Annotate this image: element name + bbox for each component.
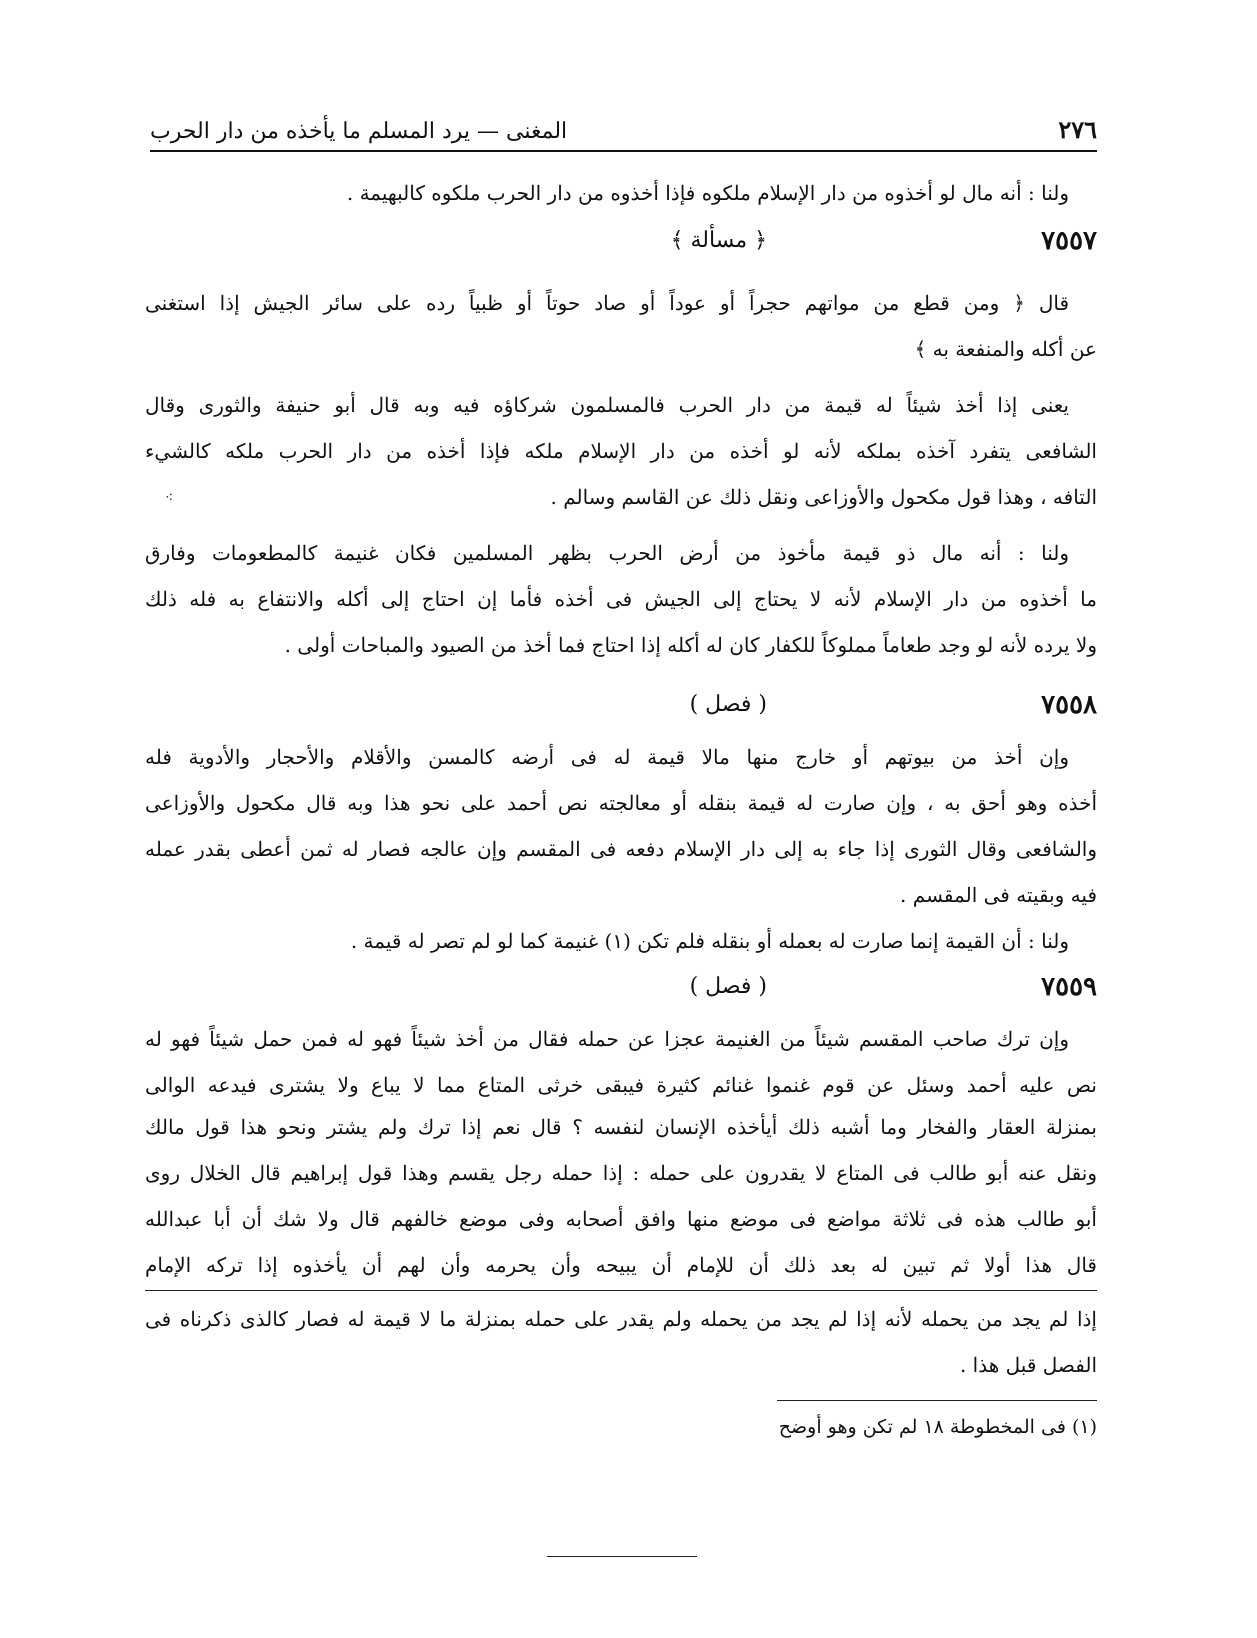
text-line: ونقل عنه أبو طالب فى المتاع لا يقدرون على حمله : إذا حمله رجل يقسم وهذا قول إبراهيم قال الخلال روى [145,1161,1097,1185]
section-heading-7559 [150,972,1097,1008]
text-line: ولنا : أنه مال ذو قيمة مأخوذ من أرض الحرب بظهر المسلمين فكان غنيمة كالمطعومات وفارق [145,541,1069,565]
running-title: المغنى — يرد المسلم ما يأخذه من دار الحرب [150,119,568,144]
text-line: عن أكله والمنفعة به ﴾ [914,337,1097,361]
text-line: أبو طالب هذه فى ثلاثة مواضع فى موضع منها وافق أصحابه وفى موضع خالفهم قال ولا شك أن أبا عبدالله [145,1207,1097,1231]
text-line: أخذه وهو أحق به ، وإن صارت له قيمة بنقله أو معالجته نص أحمد على نحو هذا وبه قال مكحول والأوزاعى [145,791,1097,815]
text-line: ولنا : أنه مال لو أخذوه من دار الإسلام ملكوه فإذا أخذوه من دار الحرب ملكوه كالبهيمة . [346,181,1069,205]
page-number: ٢٧٦ [1058,115,1097,144]
text-line: فيه وبقيته فى المقسم . [900,883,1097,907]
footnote: (١) فى المخطوطة ١٨ لم تكن وهو أوضح [778,1416,1097,1438]
section-heading-7557 [150,226,1097,262]
text-line: قال هذا أولا ثم تبين له بعد ذلك أن للإمام أن يبيحه وأن يحرمه وأن لهم أن يأخذوه إذا تركه الإمام [145,1253,1097,1277]
running-header [150,100,1097,152]
text-line: يعنى إذا أخذ شيئاً له قيمة من دار الحرب فالمسلمون شركاؤه فيه وبه قال أبو حنيفة والثورى وقال [145,393,1069,417]
text-line: ولنا : أن القيمة إنما صارت له بعمله أو بنقله فلم تكن (١) غنيمة كما لو لم تصر له قيمة . [350,929,1069,953]
text-line: الفصل قبل هذا . [959,1353,1097,1377]
section-number: ٧٥٥٨ [1041,690,1097,720]
section-label: ( فصل ) [689,692,767,717]
text-line: ولا يرده لأنه لو وجد طعاماً مملوكاً للكفار كان له أكله إذا احتاج فما أخذ من الصيود والمباحات أولى . [284,633,1097,657]
section-label: ﴿ مسألة ﴾ [670,228,767,253]
text-line: نص عليه أحمد وسئل عن قوم غنموا غنائم كثيرة فيبقى خرثى المتاع مما لا يباع ولا يشترى فيدعه الوالى [145,1073,1097,1097]
text-line: والشافعى وقال الثورى إذا جاء به إلى دار الإسلام دفعه فى المقسم وإن عالجه فصار له ثمن أعطى بقدر عمله [145,837,1097,861]
text-line: ما أخذوه من دار الإسلام لأنه لا يحتاج إلى الجيش فى أخذه فأما إن احتاج إلى أكله والانتفاع به فله ذلك [145,587,1097,611]
text-line: وإن ترك صاحب المقسم شيئاً من الغنيمة عجزا عن حمله فقال من أخذ شيئاً فهو له فمن حمل شيئاً فهو له [145,1027,1069,1051]
margin-mark: ⁖ [165,490,174,506]
text-line: بمنزلة العقار والفخار وما أشبه ذلك أيأخذه الإنسان لنفسه ؟ قال نعم إذا ترك ولم يشتر ونحو هذا قول مالك [145,1115,1097,1139]
section-number: ٧٥٥٧ [1041,226,1097,256]
text-line: الشافعى يتفرد آخذه بملكه لأنه لو أخذه من دار الإسلام ملكه فإذا أخذه من دار الحرب ملكه كالشيء [145,439,1097,463]
text-line: قال ﴿ ومن قطع من مواتهم حجراً أو عوداً أو صاد حوتاً أو ظبياً رده على سائر الجيش إذا استغنى [145,291,1069,315]
section-number: ٧٥٥٩ [1041,972,1097,1002]
section-heading-7558 [150,690,1097,726]
text-line: إذا لم يجد من يحمله لأنه إذا لم يجد من يحمله ولم يقدر على حمله بمنزلة ما لا قيمة له فصار كالذى ذكرناه فى [145,1307,1097,1331]
text-line: وإن أخذ من بيوتهم أو خارج منها مالا قيمة له فى أرضه كالمسن والأقلام والأحجار والأدوية فله [145,745,1069,769]
text-line: التافه ، وهذا قول مكحول والأوزاعى ونقل ذلك عن القاسم وسالم . [550,485,1097,509]
section-label: ( فصل ) [689,974,767,999]
